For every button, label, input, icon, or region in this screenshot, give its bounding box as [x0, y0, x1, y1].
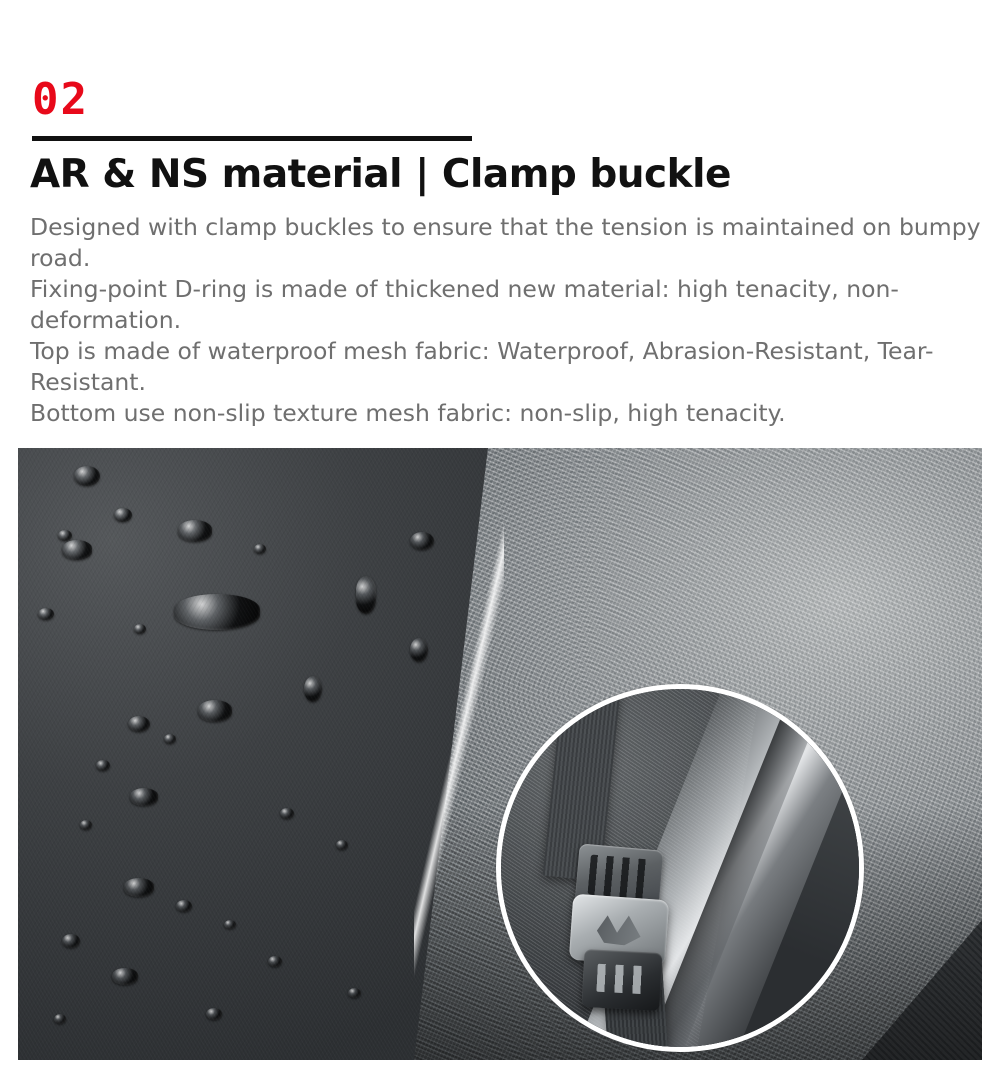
water-droplet — [164, 734, 176, 744]
water-droplet — [124, 878, 154, 897]
description-line-1: Designed with clamp buckles to ensure that the tension is maintained on bumpy road. — [30, 213, 981, 272]
water-droplet — [128, 716, 150, 732]
page-title: AR & NS material | Clamp buckle — [30, 152, 731, 197]
clamp-buckle-base — [582, 949, 663, 1011]
header-divider-rule — [32, 136, 472, 141]
water-droplet — [54, 1014, 66, 1024]
water-droplet — [280, 808, 294, 819]
section-number: 02 — [32, 74, 89, 125]
water-droplet — [254, 544, 266, 554]
water-droplet — [178, 520, 212, 542]
water-droplet — [206, 1008, 222, 1020]
water-droplet — [114, 508, 132, 522]
water-droplet — [198, 700, 232, 722]
buckle-logo-emblem — [596, 912, 642, 947]
description-line-4: Bottom use non-slip texture mesh fabric: non-slip, high tenacity. — [30, 399, 786, 427]
water-droplet — [74, 466, 100, 486]
water-droplet — [62, 934, 80, 948]
water-droplet — [58, 530, 72, 541]
water-droplet — [336, 840, 348, 850]
feature-description — [30, 212, 990, 429]
water-droplet — [134, 624, 146, 634]
description-line-3: Top is made of waterproof mesh fabric: Waterproof, Abrasion-Resistant, Tear-Resistant. — [30, 337, 934, 396]
waterproof-fabric-photo — [18, 448, 488, 1060]
water-droplet — [356, 576, 376, 614]
water-droplet — [80, 820, 92, 830]
water-droplet — [62, 540, 92, 560]
buckle-slots — [587, 854, 650, 899]
water-droplet-large — [174, 594, 260, 630]
water-droplet — [96, 760, 110, 771]
water-droplet — [304, 676, 322, 702]
water-droplet — [38, 608, 54, 620]
mesh-corner-detail — [862, 920, 982, 1060]
water-droplet — [224, 920, 236, 929]
feature-photo-composite — [18, 448, 982, 1060]
clamp-buckle-callout — [496, 684, 864, 1052]
water-droplet — [410, 532, 434, 550]
water-droplet — [268, 956, 282, 967]
water-droplet — [348, 988, 361, 998]
water-droplet — [410, 638, 428, 662]
water-droplet — [130, 788, 158, 806]
description-line-2: Fixing-point D-ring is made of thickened new material: high tenacity, non-deformation. — [30, 275, 899, 334]
water-droplet — [176, 900, 192, 912]
water-droplet — [112, 968, 138, 985]
